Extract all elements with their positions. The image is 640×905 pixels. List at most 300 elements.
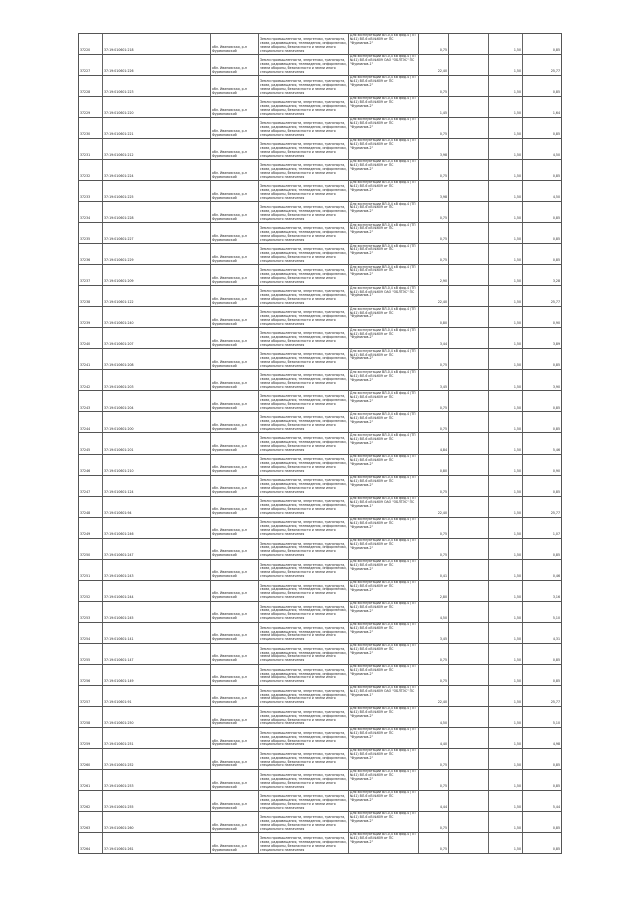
cell-plot-id [78, 623, 102, 643]
cell-cadastral-number-text: 37:19:010601:227 [104, 237, 134, 242]
cell-permitted-use-text: Для эксплуатации ВЛ-0,4 кВ фид.4 (ТП №41) ВЛ-6 кВ №609 от ПС "Фурманов-2" [350, 811, 416, 824]
cell-area [418, 97, 448, 117]
cell-area-text: 0,80 [439, 321, 447, 326]
cell-address [210, 286, 258, 306]
table-row [78, 728, 562, 749]
cell-address-text: обл. Ивановская, р-н Фурмановский [212, 549, 247, 558]
cell-tax-amount-text: 0,85 [552, 174, 560, 179]
cell-permitted-use-text: Для эксплуатации ВЛ-0,4 кВ фид.4 (ТП №41) ВЛ-6 кВ №609 от ПС "Фурманов-2" [350, 601, 416, 613]
cell-plot-id [78, 181, 102, 201]
cell-cadastral-number-text: 37:19:010601:228 [104, 216, 134, 221]
cell-address-text: обл. Ивановская, р-н Фурмановский [212, 233, 247, 242]
cell-address [210, 160, 258, 180]
cell-blank [448, 602, 488, 622]
table-row [78, 770, 562, 791]
cell-area-text: 0,75 [439, 132, 447, 137]
cell-area [418, 518, 448, 538]
cell-land-category-text: Земли промышленности, энергетики, транспорта, связи, радиовещания, телевидения, информатики, земли обороны, безопасности и земли иного специального назначения [260, 646, 347, 663]
cell-tax-amount-text: 0,85 [552, 405, 560, 410]
cell-permitted-use [348, 728, 418, 748]
cell-land-category-text: Земли промышленности, энергетики, транспорта, связи, радиовещания, телевидения, информатики, земли обороны, безопасности и земли иного специального назначения [260, 331, 347, 347]
cell-tax-amount-text: 0,85 [552, 132, 560, 137]
cell-cadastral-number-text: 37:19:010601:243 [104, 573, 134, 578]
cell-tax-rate [488, 55, 522, 75]
cell-tax-rate-text: 1,50 [513, 342, 521, 347]
cell-tax-amount [522, 139, 562, 159]
table-row [78, 34, 562, 55]
cell-tax-amount [522, 433, 562, 453]
cell-land-category [258, 139, 348, 159]
cell-cadastral-number [102, 139, 210, 159]
cell-cadastral-number-text: 37:19:010601:91 [104, 699, 132, 704]
cell-blank [448, 118, 488, 138]
cell-tax-amount [522, 791, 562, 811]
table-row [78, 76, 562, 97]
cell-cadastral-number [102, 686, 210, 706]
cell-plot-id [78, 328, 102, 348]
cell-land-category [258, 770, 348, 790]
cell-cadastral-number-text: 37:19:010601:210 [104, 468, 134, 473]
cell-land-category-text: Земли промышленности, энергетики, транспорта, связи, радиовещания, телевидения, информатики, земли обороны, безопасности и земли иного специального назначения [260, 604, 347, 621]
table-row [78, 349, 562, 370]
cell-land-category [258, 518, 348, 538]
cell-tax-rate-text: 1,50 [513, 657, 521, 662]
cell-address [210, 412, 258, 432]
cell-plot-id-text: 37262 [80, 805, 91, 810]
cell-cadastral-number-text: 37:19:010601:200 [104, 426, 134, 431]
cell-area [418, 286, 448, 306]
cell-land-category [258, 307, 348, 327]
cell-plot-id [78, 202, 102, 222]
cell-area [418, 833, 448, 853]
cell-plot-id [78, 349, 102, 369]
cell-plot-id [78, 265, 102, 285]
cell-address [210, 665, 258, 685]
cell-tax-rate-text: 1,50 [513, 489, 521, 494]
cell-address [210, 34, 258, 54]
cell-land-category [258, 812, 348, 832]
cell-cadastral-number-text: 37:19:010601:223 [104, 90, 134, 95]
cell-blank [448, 686, 488, 706]
cell-cadastral-number-text: 37:19:010601:229 [104, 258, 134, 263]
cell-address-text: обл. Ивановская, р-н Фурмановский [212, 507, 247, 516]
cell-tax-amount [522, 76, 562, 96]
cell-area [418, 623, 448, 643]
cell-plot-id-text: 37243 [80, 405, 91, 410]
cell-tax-rate [488, 223, 522, 243]
cell-permitted-use [348, 686, 418, 706]
cell-tax-amount-text: 5,10 [552, 615, 560, 620]
cell-address-text: обл. Ивановская, р-н Фурмановский [212, 191, 247, 200]
cell-area [418, 412, 448, 432]
cell-tax-rate [488, 286, 522, 306]
cell-tax-rate [488, 812, 522, 832]
cell-plot-id-text: 37239 [80, 321, 91, 326]
cell-blank [448, 497, 488, 517]
cell-permitted-use [348, 560, 418, 580]
table-row [78, 602, 562, 623]
cell-tax-rate-text: 1,50 [513, 805, 521, 810]
cell-tax-amount-text: 0,85 [552, 258, 560, 263]
cell-permitted-use [348, 223, 418, 243]
table-row [78, 202, 562, 223]
cell-blank [448, 160, 488, 180]
cell-land-category [258, 476, 348, 496]
cell-permitted-use-text: Для эксплуатации ВЛ-0,4 кВ фид.4 (ТП №41) ВЛ-6 кВ №609 от ПС "Фурманов-2" [350, 790, 416, 803]
cell-land-category [258, 349, 348, 369]
cell-tax-amount [522, 644, 562, 664]
table-row [78, 581, 562, 602]
cell-tax-amount-text: 0,85 [552, 489, 560, 494]
cell-tax-rate [488, 118, 522, 138]
cell-tax-amount-text: 0,85 [552, 237, 560, 242]
cell-cadastral-number [102, 181, 210, 201]
cell-tax-rate-text: 1,50 [513, 826, 521, 831]
cell-tax-amount [522, 349, 562, 369]
cell-blank [448, 476, 488, 496]
cell-tax-rate-text: 1,50 [513, 258, 521, 263]
cell-plot-id-text: 37232 [80, 174, 91, 179]
cell-tax-rate-text: 1,50 [513, 594, 521, 599]
cell-tax-rate [488, 560, 522, 580]
cell-permitted-use-text: Для эксплуатации ВЛ-0,4 кВ фид.4 (ТП №41) ВЛ-6 кВ №609 ОАО "ОБЛТЭС" ПС "Фурманов-1" [350, 286, 416, 298]
table-row [78, 328, 562, 349]
cell-land-category [258, 433, 348, 453]
cell-land-category-text: Земли промышленности, энергетики, транспорта, связи, радиовещания, телевидения, информатики, земли обороны, безопасности и земли иного специального назначения [260, 520, 347, 537]
cell-tax-rate-text: 1,50 [513, 784, 521, 788]
cell-address [210, 202, 258, 222]
cell-permitted-use [348, 539, 418, 559]
cell-cadastral-number [102, 497, 210, 517]
table-row [78, 791, 562, 812]
cell-tax-rate-text: 1,50 [513, 90, 521, 95]
cell-area [418, 686, 448, 706]
cell-address-text: обл. Ивановская, р-н Фурмановский [212, 486, 247, 495]
cell-tax-amount [522, 749, 562, 769]
cell-address-text: обл. Ивановская, р-н Фурмановский [212, 275, 247, 284]
cell-cadastral-number [102, 223, 210, 243]
cell-plot-id [78, 286, 102, 306]
cell-blank [448, 76, 488, 96]
cell-land-category-text: Земли промышленности, энергетики, транспорта, связи, радиовещания, телевидения, информатики, земли обороны, безопасности и земли иного специального назначения [260, 120, 347, 137]
cell-area [418, 223, 448, 243]
cell-address-text: обл. Ивановская, р-н Фурмановский [212, 822, 247, 831]
cell-tax-rate [488, 791, 522, 811]
cell-area [418, 749, 448, 769]
cell-cadastral-number [102, 833, 210, 853]
cell-address-text: обл. Ивановская, р-н Фурмановский [212, 402, 247, 411]
cell-area [418, 202, 448, 222]
cell-blank [448, 223, 488, 243]
cell-tax-amount [522, 476, 562, 496]
cell-permitted-use-text: Для эксплуатации ВЛ-0,4 кВ фид.4 (ТП №41) ВЛ-6 кВ №609 от ПС "Фурманов-2" [350, 370, 416, 382]
cell-land-category [258, 265, 348, 285]
cell-tax-amount [522, 812, 562, 832]
cell-address-text: обл. Ивановская, р-н Фурмановский [212, 107, 247, 116]
cell-permitted-use-text: Для эксплуатации ВЛ-0,4 кВ фид.4 (ТП №41) ВЛ-6 кВ №609 от ПС "Фурманов-2" [350, 34, 416, 46]
cell-address-text: обл. Ивановская, р-н Фурмановский [212, 149, 247, 158]
table-row [78, 665, 562, 686]
cell-permitted-use [348, 55, 418, 75]
cell-tax-rate-text: 1,50 [513, 510, 521, 515]
cell-cadastral-number [102, 265, 210, 285]
cell-plot-id [78, 497, 102, 517]
table-row [78, 560, 562, 581]
cell-tax-amount [522, 497, 562, 517]
cell-area [418, 55, 448, 75]
cell-tax-amount [522, 223, 562, 243]
cell-area-text: 4,50 [439, 720, 447, 725]
cell-permitted-use [348, 76, 418, 96]
cell-permitted-use [348, 391, 418, 411]
cell-tax-amount-text: 0,85 [552, 216, 560, 221]
cell-tax-amount [522, 370, 562, 390]
cell-tax-amount-text: 25,77 [550, 69, 560, 74]
cell-permitted-use [348, 497, 418, 517]
table-row [78, 455, 562, 476]
cell-plot-id-text: 37241 [80, 363, 91, 368]
cell-tax-amount [522, 602, 562, 622]
cell-area [418, 476, 448, 496]
cell-address [210, 455, 258, 475]
cell-cadastral-number-text: 37:19:010601:261 [104, 847, 134, 852]
cell-area-text: 0,75 [439, 174, 447, 179]
cell-cadastral-number [102, 307, 210, 327]
cell-blank [448, 55, 488, 75]
cell-address-text: обл. Ивановская, р-н Фурмановский [212, 381, 247, 390]
cell-cadastral-number-text: 37:19:010601:207 [104, 342, 134, 347]
cell-area [418, 181, 448, 201]
cell-area [418, 76, 448, 96]
cell-permitted-use-text: Для эксплуатации ВЛ-0,4 кВ фид.4 (ТП №41) ВЛ-6 кВ №609 от ПС "Фурманов-2" [350, 223, 416, 235]
cell-blank [448, 539, 488, 559]
cell-plot-id-text: 37260 [80, 762, 91, 767]
cell-land-category-text: Земли промышленности, энергетики, транспорта, связи, радиовещания, телевидения, информатики, земли обороны, безопасности и земли иного специального назначения [260, 835, 347, 852]
cell-area-text: 22,40 [437, 300, 447, 305]
cell-permitted-use [348, 244, 418, 264]
cell-permitted-use-text: Для эксплуатации ВЛ-0,4 кВ фид.4 (ТП №41) ВЛ-6 кВ №609 от ПС "Фурманов-2" [350, 265, 416, 277]
cell-address [210, 307, 258, 327]
cell-tax-amount-text: 4,31 [552, 636, 560, 641]
cell-permitted-use [348, 770, 418, 790]
cell-land-category-text: Земли промышленности, энергетики, транспорта, связи, радиовещания, телевидения, информатики, земли обороны, безопасности и земли иного специального назначения [260, 99, 347, 116]
cell-land-category-text: Земли промышленности, энергетики, транспорта, связи, радиовещания, телевидения, информатики, земли обороны, безопасности и земли иного специального назначения [260, 751, 347, 768]
cell-permitted-use [348, 412, 418, 432]
cell-plot-id-text: 37237 [80, 279, 91, 284]
cell-area [418, 560, 448, 580]
cell-plot-id-text: 37229 [80, 111, 91, 116]
cell-tax-amount-text: 5,44 [552, 805, 560, 810]
cell-address-text: обл. Ивановская, р-н Фурмановский [212, 738, 247, 747]
cell-permitted-use-text: Для эксплуатации ВЛ-0,4 кВ фид.4 (ТП №41) ВЛ-6 кВ №609 от ПС "Фурманов-2" [350, 160, 416, 172]
cell-plot-id [78, 749, 102, 769]
cell-tax-amount-text: 1,64 [552, 111, 560, 116]
cell-blank [448, 286, 488, 306]
cell-tax-amount-text: 3,16 [552, 594, 560, 599]
cell-area [418, 602, 448, 622]
cell-cadastral-number [102, 770, 210, 790]
cell-land-category [258, 34, 348, 54]
cell-area [418, 244, 448, 264]
cell-cadastral-number [102, 34, 210, 54]
cell-tax-amount-text: 3,90 [552, 384, 560, 389]
cell-address-text: обл. Ивановская, р-н Фурмановский [212, 591, 247, 600]
table-row [78, 391, 562, 412]
cell-address [210, 581, 258, 601]
cell-plot-id [78, 791, 102, 811]
cell-blank [448, 791, 488, 811]
cell-address-text: обл. Ивановская, р-н Фурмановский [212, 843, 247, 852]
cell-tax-amount [522, 623, 562, 643]
cell-land-category [258, 97, 348, 117]
cell-area-text: 0,80 [439, 468, 447, 473]
cell-permitted-use [348, 97, 418, 117]
cell-blank [448, 328, 488, 348]
cell-land-category-text: Земли промышленности, энергетики, транспорта, связи, радиовещания, телевидения, информатики, земли обороны, безопасности и земли иного специального назначения [260, 478, 347, 495]
cell-tax-rate-text: 1,50 [513, 300, 521, 305]
cell-tax-amount [522, 581, 562, 601]
cell-tax-amount [522, 707, 562, 727]
cell-land-category [258, 55, 348, 75]
cell-tax-rate [488, 97, 522, 117]
cell-land-category-text: Земли промышленности, энергетики, транспорта, связи, радиовещания, телевидения, информатики, земли обороны, безопасности и земли иного специального назначения [260, 36, 347, 53]
cell-plot-id [78, 139, 102, 159]
cell-address [210, 602, 258, 622]
cell-tax-amount [522, 55, 562, 75]
cell-blank [448, 34, 488, 54]
cell-permitted-use [348, 349, 418, 369]
cell-tax-amount-text: 4,50 [552, 153, 560, 158]
cell-plot-id [78, 812, 102, 832]
cell-blank [448, 391, 488, 411]
cell-address-text: обл. Ивановская, р-н Фурмановский [212, 423, 247, 432]
cell-permitted-use-text: Для эксплуатации ВЛ-0,4 кВ фид.4 (ТП №41) ВЛ-6 кВ №609 от ПС "Фурманов-2" [350, 412, 416, 424]
cell-permitted-use [348, 286, 418, 306]
cell-tax-amount-text: 0,85 [552, 426, 560, 431]
cell-land-category [258, 728, 348, 748]
cell-permitted-use [348, 202, 418, 222]
cell-land-category [258, 707, 348, 727]
cell-address-text: обл. Ивановская, р-н Фурмановский [212, 717, 247, 726]
cell-cadastral-number-text: 37:19:010601:218 [104, 48, 134, 53]
cell-tax-amount-text: 0,85 [552, 826, 560, 831]
cell-address-text: обл. Ивановская, р-н Фурмановский [212, 297, 247, 305]
cell-plot-id-text: 37248 [80, 510, 91, 515]
cell-permitted-use-text: Для эксплуатации ВЛ-0,4 кВ фид.4 (ТП №41) ВЛ-6 кВ №609 от ПС "Фурманов-2" [350, 181, 416, 193]
cell-tax-amount-text: 0,46 [552, 573, 560, 578]
cell-land-category [258, 455, 348, 475]
cell-tax-amount [522, 181, 562, 201]
cell-area-text: 0,75 [439, 657, 447, 662]
cell-address [210, 97, 258, 117]
cell-plot-id-text: 37257 [80, 699, 91, 704]
cell-plot-id-text: 37252 [80, 594, 91, 599]
cell-permitted-use-text: Для эксплуатации ВЛ-0,4 кВ фид.4 (ТП №41) ВЛ-6 кВ №609 от ПС "Фурманов-2" [350, 139, 416, 151]
cell-plot-id-text: 37227 [80, 69, 91, 74]
table-row [78, 55, 562, 76]
cell-tax-rate [488, 581, 522, 601]
cell-permitted-use-text: Для эксплуатации ВЛ-0,4 кВ фид.4 (ТП №41) ВЛ-6 кВ №609 от ПС "Фурманов-2" [350, 727, 416, 739]
cell-tax-amount-text: 0,85 [552, 784, 560, 788]
table-row [78, 623, 562, 644]
cell-cadastral-number [102, 244, 210, 264]
cell-cadastral-number-text: 37:19:010601:204 [104, 405, 134, 410]
table-row [78, 749, 562, 770]
cell-address-text: обл. Ивановская, р-н Фурмановский [212, 339, 247, 347]
cell-land-category-text: Земли промышленности, энергетики, транспорта, связи, радиовещания, телевидения, информатики, земли обороны, безопасности и земли иного специального назначения [260, 163, 347, 179]
cell-address [210, 370, 258, 390]
table-row [78, 370, 562, 391]
cell-area [418, 770, 448, 790]
cell-tax-amount-text: 0,85 [552, 552, 560, 557]
cell-area-text: 22,40 [437, 69, 447, 74]
cell-plot-id-text: 37234 [80, 216, 91, 221]
cell-permitted-use-text: Для эксплуатации ВЛ-0,4 кВ фид.4 (ТП №41) ВЛ-6 кВ №609 ОАО "ОБЛТЭС" ПС "Фурманов-1" [350, 496, 416, 508]
cell-cadastral-number [102, 160, 210, 180]
cell-cadastral-number [102, 644, 210, 664]
cell-blank [448, 244, 488, 264]
cell-land-category [258, 391, 348, 411]
cell-tax-amount-text: 0,85 [552, 762, 560, 767]
cell-tax-amount [522, 455, 562, 475]
cell-cadastral-number [102, 55, 210, 75]
cell-land-category-text: Земли промышленности, энергетики, транспорта, связи, радиовещания, телевидения, информатики, земли обороны, безопасности и земли иного специального назначения [260, 814, 347, 831]
cell-plot-id-text: 37236 [80, 258, 91, 263]
cell-address [210, 181, 258, 201]
cell-area [418, 455, 448, 475]
cell-permitted-use [348, 812, 418, 832]
cell-address [210, 623, 258, 643]
cell-tax-amount-text: 0,85 [552, 48, 560, 53]
cell-plot-id [78, 391, 102, 411]
cell-area-text: 0,75 [439, 531, 447, 536]
cell-tax-rate-text: 1,50 [513, 237, 521, 242]
cell-area-text: 0,75 [439, 552, 447, 557]
cell-cadastral-number-text: 37:19:010601:208 [104, 363, 134, 368]
cell-land-category-text: Земли промышленности, энергетики, транспорта, связи, радиовещания, телевидения, информатики, земли обороны, безопасности и земли иного специального назначения [260, 310, 347, 326]
cell-land-category-text: Земли промышленности, энергетики, транспорта, связи, радиовещания, телевидения, информатики, земли обороны, безопасности и земли иного специального назначения [260, 667, 347, 684]
cell-tax-amount-text: 0,90 [552, 321, 560, 326]
cell-land-category-text: Земли промышленности, энергетики, транспорта, связи, радиовещания, телевидения, информатики, земли обороны, безопасности и земли иного специального назначения [260, 793, 347, 810]
cell-permitted-use [348, 476, 418, 496]
cell-tax-amount-text: 25,77 [550, 300, 560, 305]
cell-land-category [258, 202, 348, 222]
cell-land-category-text: Земли промышленности, энергетики, транспорта, связи, радиовещания, телевидения, информатики, земли обороны, безопасности и земли иного специального назначения [260, 205, 347, 221]
cell-blank [448, 728, 488, 748]
cell-tax-amount [522, 97, 562, 117]
cell-plot-id-text: 37233 [80, 195, 91, 200]
cell-permitted-use [348, 433, 418, 453]
cell-land-category [258, 686, 348, 706]
cell-permitted-use-text: Для эксплуатации ВЛ-0,4 кВ фид.4 (ТП №41) ВЛ-6 кВ №609 от ПС "Фурманов-2" [350, 433, 416, 445]
cell-permitted-use-text: Для эксплуатации ВЛ-0,4 кВ фид.4 (ТП №41) ВЛ-6 кВ №609 от ПС "Фурманов-2" [350, 475, 416, 487]
cell-tax-rate [488, 160, 522, 180]
cell-plot-id [78, 244, 102, 264]
cell-cadastral-number [102, 581, 210, 601]
cell-land-category [258, 118, 348, 138]
cell-tax-amount [522, 391, 562, 411]
cell-address-text: обл. Ивановская, р-н Фурмановский [212, 654, 247, 663]
cell-tax-amount [522, 833, 562, 853]
cell-tax-rate [488, 244, 522, 264]
cell-cadastral-number-text: 37:19:010601:260 [104, 826, 134, 831]
cell-area [418, 160, 448, 180]
cell-plot-id [78, 370, 102, 390]
cell-plot-id-text: 37240 [80, 342, 91, 347]
cell-area-text: 0,75 [439, 489, 447, 494]
cell-permitted-use-text: Для эксплуатации ВЛ-0,4 кВ фид.4 (ТП №41) ВЛ-6 кВ №609 от ПС "Фурманов-2" [350, 76, 416, 88]
cell-area-text: 2,90 [439, 279, 447, 284]
